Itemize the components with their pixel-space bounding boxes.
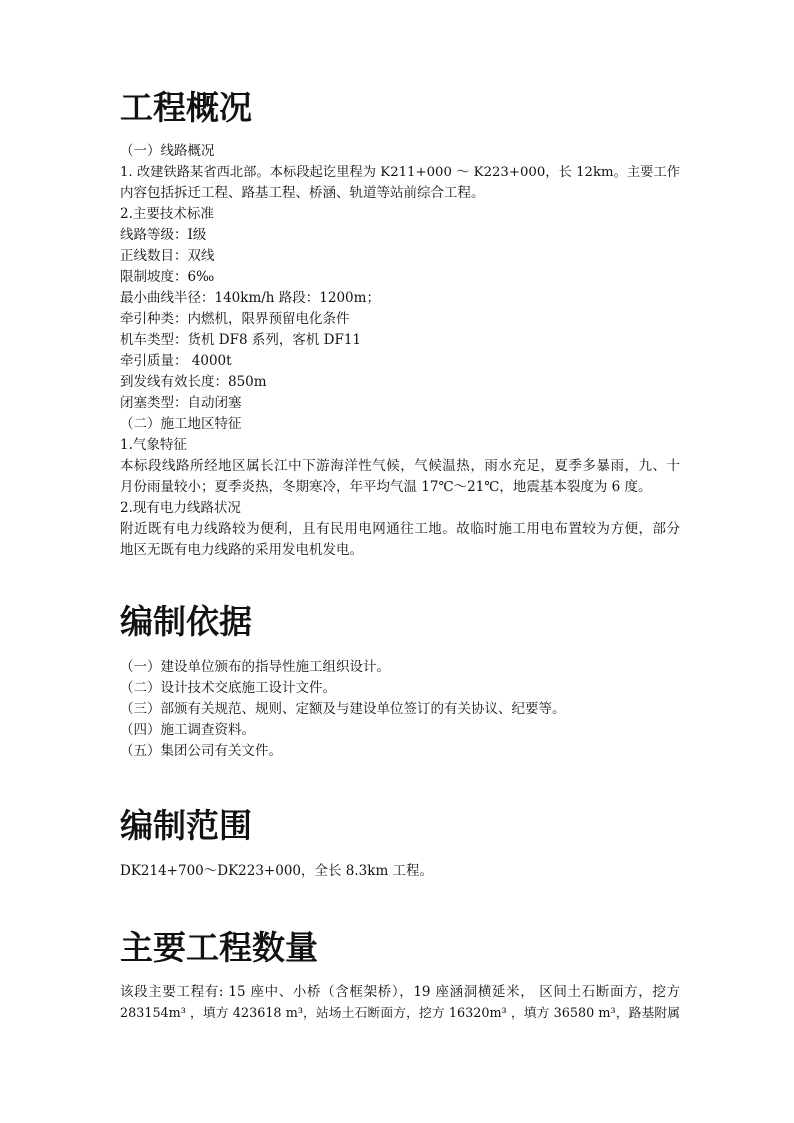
- text-line: （一）线路概况: [120, 143, 215, 159]
- heading-compilation-basis: 编制依据: [120, 602, 252, 641]
- text-line: 正线数目：双线: [120, 248, 215, 264]
- text-line: 内容包括拆迁工程、路基工程、桥涵、轨道等站前综合工程。: [120, 185, 485, 201]
- text-line: 闭塞类型：自动闭塞: [120, 395, 242, 411]
- text-line: 本标段线路所经地区属长江中下游海洋性气候，气候温热，雨水充足，夏季多暴雨，九、十: [120, 458, 680, 474]
- text-line: 附近既有电力线路较为便利，且有民用电网通往工地。故临时施工用电布置较为方便，部分: [120, 521, 680, 537]
- list-item: （四）施工调查资料。: [120, 722, 255, 738]
- text-line: 2.现有电力线路状况: [120, 500, 241, 516]
- text-line: 1. 改建铁路某省西北部。本标段起讫里程为 K211+000 ～ K223+000，长 12km。主要工作: [120, 165, 680, 180]
- section-main-quantities-body: [120, 982, 680, 1024]
- list-item: （二）设计技术交底施工设计文件。: [120, 680, 336, 696]
- text-line: 月份雨量较小；夏季炎热，冬期寒冷，年平均气温 17℃～21℃，地震基本裂度为 6 度。: [120, 479, 652, 495]
- text-line: 限制坡度：6‰: [120, 269, 215, 285]
- section-compilation-basis-body: [120, 657, 680, 762]
- section-compilation-scope-body: [120, 861, 680, 882]
- section-project-overview-body: [120, 141, 680, 561]
- list-item: （三）部颁有关规范、规则、定额及与建设单位签订的有关协议、纪要等。: [120, 701, 566, 717]
- text-line: 最小曲线半径：140km/h 路段：1200m；: [120, 290, 380, 306]
- text-line: 线路等级：Ⅰ级: [120, 227, 207, 243]
- list-item: （一）建设单位颁布的指导性施工组织设计。: [120, 659, 390, 675]
- heading-main-quantities: 主要工程数量: [120, 928, 318, 967]
- text-line: 2.主要技术标准: [120, 206, 214, 222]
- list-item: （五）集团公司有关文件。: [120, 743, 282, 759]
- text-line: 到发线有效长度：850m: [120, 374, 267, 390]
- text-line: 地区无既有电力线路的采用发电机发电。: [120, 542, 363, 558]
- text-line: 机车类型：货机 DF8 系列，客机 DF11: [120, 332, 362, 348]
- text-line: 牵引质量： 4000t: [120, 353, 232, 369]
- heading-compilation-scope: 编制范围: [120, 806, 252, 845]
- text-line: （二）施工地区特征: [120, 416, 242, 432]
- text-line: 283154m³ ，填方 423618 m³，站场土石断面方，挖方 16320m³ ，填方 36580 m³，路基附属: [120, 1006, 680, 1021]
- heading-project-overview: 工程概况: [120, 88, 252, 127]
- text-line: 1.气象特征: [120, 437, 187, 453]
- text-line: 该段主要工程有: 15 座中、小桥（含框架桥），19 座涵洞横延米， 区间土石断面方，挖方: [120, 984, 680, 1000]
- text-line: DK214+700～DK223+000，全长 8.3km 工程。: [120, 863, 434, 879]
- text-line: 牵引种类：内燃机，限界预留电化条件: [120, 311, 350, 327]
